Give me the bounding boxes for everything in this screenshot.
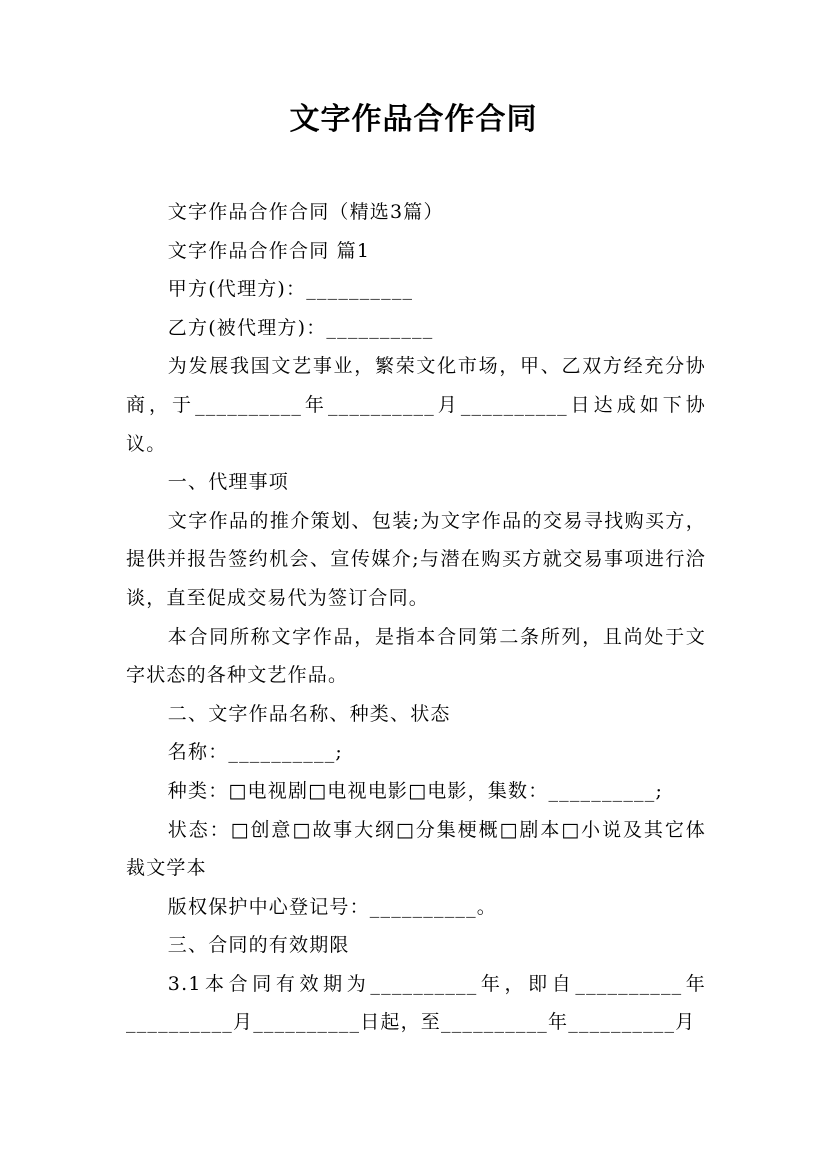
document-title: 文字作品合作合同 <box>289 102 538 137</box>
paragraph-preamble: 为发展我国文艺事业，繁荣文化市场，甲、乙双方经充分协商，于__________年__________月__________日达成如下协议。 <box>126 355 706 455</box>
paragraph-heading-agency-matters: 一、代理事项 <box>167 471 289 494</box>
paragraph-heading-work-info: 二、文字作品名称、种类、状态 <box>167 702 451 725</box>
paragraph-party-b: 乙方(被代理方)：__________ <box>167 316 434 339</box>
paragraph-definition: 本合同所称文字作品，是指本合同第二条所列，且尚处于文字状态的各种文艺作品。 <box>126 625 706 687</box>
paragraph-registration-number: 版权保护中心登记号：__________。 <box>167 895 497 918</box>
paragraph-agency-scope: 文字作品的推介策划、包装;为文字作品的交易寻找购买方，提供并报告签约机会、宣传媒介;与潜在购买方就交易事项进行洽谈，直至促成交易代为签订合同。 <box>126 509 706 609</box>
document-body <box>126 193 706 1042</box>
paragraph-heading-term: 三、合同的有效期限 <box>167 934 350 957</box>
paragraph-party-a: 甲方(代理方)：__________ <box>167 278 414 301</box>
paragraph-work-status: 状态：□创意□故事大纲□分集梗概□剧本□小说及其它体裁文学本 <box>126 818 706 880</box>
paragraph-section-heading: 文字作品合作合同 篇1 <box>167 239 371 262</box>
paragraph-work-name: 名称：__________; <box>167 741 343 764</box>
paragraph-term-clause: 3.1本合同有效期为__________年，即自__________年__________月__________日起，至__________年__________月 <box>126 972 706 1034</box>
paragraph-work-type: 种类：□电视剧□电视电影□电影，集数：__________; <box>167 779 664 802</box>
paragraph-subtitle: 文字作品合作合同（精选3篇） <box>167 201 444 223</box>
